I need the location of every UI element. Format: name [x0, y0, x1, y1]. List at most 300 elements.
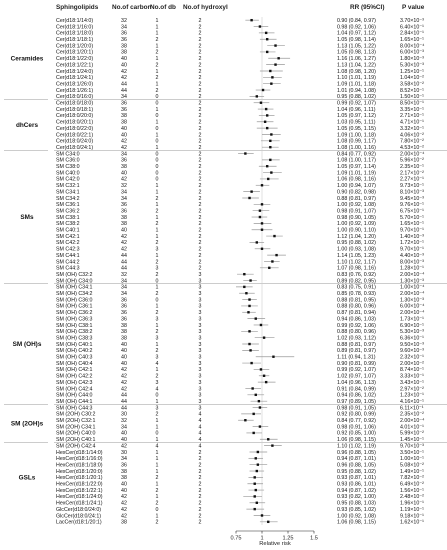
row-carbon: 40	[121, 487, 127, 494]
row-rr-text: 0.93 (0.82, 1.00)	[337, 494, 376, 501]
row-name: SM C36:0	[56, 157, 80, 164]
row-carbon: 40	[121, 227, 127, 234]
row-carbon: 38	[121, 335, 127, 342]
row-db: 1	[155, 119, 159, 126]
row-hydroxyl: 2	[198, 195, 202, 202]
point-estimate	[274, 63, 276, 65]
point-estimate	[261, 184, 263, 186]
row-db: 1	[155, 189, 159, 196]
row-hydroxyl: 2	[198, 468, 202, 475]
row-name: SM (OH) C40:1	[56, 341, 93, 348]
point-estimate	[267, 178, 269, 180]
row-p-value: 1.23×10⁻¹	[400, 392, 424, 399]
row-db: 2	[155, 519, 159, 526]
point-estimate	[247, 311, 249, 313]
point-estimate	[272, 356, 274, 358]
row-p-value: 9.50×10⁻³	[400, 341, 424, 348]
row-db: 1	[155, 202, 159, 209]
row-hydroxyl: 2	[198, 487, 202, 494]
row-carbon: 38	[121, 214, 127, 221]
row-hydroxyl: 2	[198, 449, 202, 456]
row-db: 3	[155, 405, 159, 412]
row-hydroxyl: 2	[198, 87, 202, 94]
row-db: 0	[155, 164, 159, 171]
row-rr-text: 0.90 (0.84, 0.97)	[337, 17, 376, 24]
row-db: 0	[155, 392, 159, 399]
row-hydroxyl: 2	[198, 56, 202, 63]
group-label: SMs	[20, 214, 34, 222]
row-db: 2	[155, 310, 159, 317]
row-db: 1	[155, 424, 159, 431]
row-rr-text: 1.11 (0.94, 1.31)	[337, 354, 376, 361]
row-hydroxyl: 4	[198, 418, 202, 425]
point-estimate	[263, 336, 265, 338]
row-carbon: 42	[121, 68, 127, 75]
row-p-value: 2.00×10⁻⁴	[400, 310, 425, 317]
row-name: HexCer(d18:1/24:0)	[56, 494, 103, 501]
point-estimate	[254, 483, 256, 485]
row-p-value: 9.70×10⁻³	[400, 443, 424, 450]
x-axis	[231, 531, 318, 547]
row-carbon: 36	[121, 106, 127, 113]
row-carbon: 42	[121, 367, 127, 374]
row-name: Cer(d18:1/26:0)	[56, 81, 94, 88]
row-rr-text: 1.13 (1.04, 1.22)	[337, 62, 376, 69]
row-name: SM (OH) C34:0	[56, 278, 93, 285]
row-db: 2	[155, 75, 159, 82]
row-p-value: 9.60×10⁻³	[400, 348, 424, 355]
row-carbon: 42	[121, 246, 127, 253]
row-db: 1	[155, 24, 159, 31]
row-hydroxyl: 2	[198, 259, 202, 266]
row-rr-text: 0.95 (0.88, 1.02)	[337, 94, 376, 101]
row-db: 1	[155, 144, 159, 151]
row-rr-text: 1.00 (0.92, 1.09)	[337, 221, 376, 228]
point-estimate	[277, 57, 279, 59]
row-carbon: 44	[121, 398, 127, 405]
row-hydroxyl: 2	[198, 183, 202, 190]
row-p-value: 9.70×10⁻¹	[400, 246, 424, 253]
row-carbon: 40	[121, 481, 127, 488]
point-estimate	[265, 381, 267, 383]
row-db: 0	[155, 297, 159, 304]
row-carbon: 36	[121, 100, 127, 107]
point-estimate	[269, 146, 271, 148]
row-rr-text: 1.00 (0.94, 1.07)	[337, 183, 376, 190]
row-db: 2	[155, 291, 159, 298]
row-p-value: 5.70×10⁻¹	[400, 214, 424, 221]
group-label: SM (2OH)s	[10, 420, 44, 428]
row-carbon: 40	[121, 348, 127, 355]
row-carbon: 38	[121, 221, 127, 228]
row-db: 2	[155, 271, 159, 278]
row-name: Cer(d18:1/20:0)	[56, 43, 94, 50]
row-name: SM (2OH) C30:2	[56, 411, 96, 418]
point-estimate	[244, 152, 246, 154]
row-name: Cer(d18:0/18:0)	[56, 100, 94, 107]
row-db: 0	[155, 157, 159, 164]
row-carbon: 42	[121, 506, 127, 513]
x-tick-label: 1.25	[282, 535, 294, 542]
row-p-value: 6.75×10⁻¹	[400, 208, 424, 215]
row-name: SM C40:1	[56, 227, 80, 234]
row-db: 0	[155, 278, 159, 285]
row-rr-text: 1.04 (0.96, 1.11)	[337, 106, 376, 113]
row-rr-text: 0.88 (0.81, 0.95)	[337, 297, 376, 304]
row-carbon: 42	[121, 500, 127, 507]
row-carbon: 36	[121, 310, 127, 317]
row-hydroxyl: 2	[198, 75, 202, 82]
row-db: 0	[155, 430, 159, 437]
row-rr-text: 0.98 (0.90, 1.05)	[337, 214, 376, 221]
row-carbon: 38	[121, 164, 127, 171]
row-db: 1	[155, 367, 159, 374]
point-estimate	[252, 432, 254, 434]
row-hydroxyl: 2	[198, 494, 202, 501]
row-carbon: 34	[121, 284, 127, 291]
row-p-value: 1.45×10⁻¹	[400, 437, 424, 444]
row-name: HexCer(d18:1/20:1)	[56, 475, 103, 482]
row-rr-text: 1.05 (0.95, 1.15)	[337, 125, 376, 132]
header-rr: RR (95%CI)	[350, 4, 385, 11]
row-hydroxyl: 3	[198, 398, 202, 405]
row-p-value: 1.40×10⁻³	[400, 233, 424, 240]
row-hydroxyl: 2	[198, 227, 202, 234]
point-estimate	[264, 121, 266, 123]
row-p-value: 6.40×10⁻¹	[400, 24, 424, 31]
point-estimate	[256, 470, 258, 472]
point-estimate	[255, 394, 257, 396]
row-name: HexCer(d18:1/22:1)	[56, 487, 103, 494]
point-estimate	[249, 349, 251, 351]
row-rr-text: 0.93 (0.86, 1.01)	[337, 481, 376, 488]
point-estimate	[260, 368, 262, 370]
row-p-value: 8.52×10⁻¹	[400, 87, 424, 94]
row-carbon: 38	[121, 329, 127, 336]
row-hydroxyl: 2	[198, 119, 202, 126]
row-p-value: 3.43×10⁻¹	[400, 379, 424, 386]
row-carbon: 44	[121, 392, 127, 399]
row-rr-text: 1.02 (0.93, 1.12)	[337, 335, 376, 342]
row-carbon: 42	[121, 373, 127, 380]
row-p-value: 8.10×10⁻³	[400, 189, 424, 196]
row-name: Cer(d18:1/18:0)	[56, 30, 94, 37]
point-estimate	[259, 425, 261, 427]
row-rr-text: 1.08 (1.00, 1.17)	[337, 157, 376, 164]
row-p-value: 4.40×10⁻³	[400, 252, 424, 259]
row-rr-text: 0.93 (0.85, 1.02)	[337, 506, 376, 513]
row-hydroxyl: 2	[198, 221, 202, 228]
header-carbon: No.of carbon	[112, 4, 152, 11]
row-hydroxyl: 4	[198, 443, 202, 450]
row-db: 1	[155, 481, 159, 488]
row-name: SM C44:2	[56, 259, 80, 266]
row-db: 2	[155, 221, 159, 228]
row-carbon: 36	[121, 462, 127, 469]
row-p-value: 5.08×10⁻²	[400, 462, 424, 469]
point-estimate	[266, 127, 268, 129]
row-name: SM (2OH) C40:1	[56, 437, 96, 444]
row-name: SM (2OH) C32:1	[56, 418, 96, 425]
row-name: Cer(d18:1/24:0)	[56, 68, 94, 75]
row-db: 3	[155, 354, 159, 361]
row-name: SM C36:2	[56, 208, 80, 215]
row-hydroxyl: 2	[198, 164, 202, 171]
row-p-value: 1.65×10⁻¹	[400, 221, 424, 228]
row-p-value: 4.16×10⁻¹	[400, 398, 424, 405]
row-p-value: 1.96×10⁻¹	[400, 500, 424, 507]
point-estimate	[267, 521, 269, 523]
row-hydroxyl: 3	[198, 367, 202, 374]
row-name: SM (OH) C44:3	[56, 405, 93, 412]
row-p-value: 5.30×10⁻³	[400, 62, 424, 69]
row-p-value: 1.19×10⁻¹	[400, 506, 424, 513]
row-hydroxyl: 3	[198, 310, 202, 317]
row-db: 0	[155, 138, 159, 145]
row-p-value: 9.73×10⁻¹	[400, 183, 424, 190]
row-p-value: 2.27×10⁻¹	[400, 176, 424, 183]
header-p-value: P value	[402, 4, 425, 11]
row-name: SM (OH) C36:1	[56, 303, 93, 310]
row-name: LacCer(d18:1/20:1)	[56, 519, 102, 526]
row-name: HexCer(d18:1/20:0)	[56, 468, 103, 475]
row-db: 1	[155, 30, 159, 37]
point-estimate	[265, 32, 267, 34]
point-estimate	[266, 165, 268, 167]
row-name: SM C42:0	[56, 176, 80, 183]
row-rr-text: 0.93 (0.87, 1.01)	[337, 475, 376, 482]
row-name: SM C44:1	[56, 252, 80, 259]
row-hydroxyl: 2	[198, 233, 202, 240]
row-db: 0	[155, 100, 159, 107]
row-db: 2	[155, 208, 159, 215]
row-db: 3	[155, 246, 159, 253]
row-rr-text: 1.06 (0.98, 1.15)	[337, 519, 376, 526]
row-carbon: 38	[121, 113, 127, 120]
point-estimate	[271, 76, 273, 78]
row-carbon: 38	[121, 468, 127, 475]
row-rr-text: 0.89 (0.81, 0.97)	[337, 348, 376, 355]
row-db: 2	[155, 348, 159, 355]
row-rr-text: 0.94 (0.86, 1.02)	[337, 392, 376, 399]
row-p-value: 2.97×10⁻²	[400, 386, 424, 393]
row-name: SM (OH) C36:2	[56, 310, 93, 317]
row-carbon: 40	[121, 430, 127, 437]
row-hydroxyl: 2	[198, 151, 202, 158]
row-db: 1	[155, 322, 159, 329]
row-db: 2	[155, 240, 159, 247]
row-carbon: 42	[121, 240, 127, 247]
point-estimate	[243, 273, 245, 275]
row-hydroxyl: 3	[198, 386, 202, 393]
point-estimate	[266, 51, 268, 53]
row-hydroxyl: 2	[198, 170, 202, 177]
row-carbon: 40	[121, 56, 127, 63]
row-p-value: 1.00×10⁻¹	[400, 456, 424, 463]
row-rr-text: 0.98 (0.91, 1.07)	[337, 208, 376, 215]
row-hydroxyl: 2	[198, 462, 202, 469]
row-hydroxyl: 2	[198, 94, 202, 101]
row-carbon: 42	[121, 513, 127, 520]
row-db: 2	[155, 49, 159, 56]
row-p-value: 8.74×10⁻¹	[400, 367, 424, 374]
row-db: 1	[155, 17, 159, 24]
row-carbon: 30	[121, 411, 127, 418]
row-db: 1	[155, 56, 159, 63]
point-estimate	[255, 457, 257, 459]
row-hydroxyl: 3	[198, 373, 202, 380]
row-p-value: 1.72×10⁻¹	[400, 240, 424, 247]
point-estimate	[261, 248, 263, 250]
row-carbon: 38	[121, 49, 127, 56]
row-rr-text: 1.04 (0.96, 1.13)	[337, 379, 376, 386]
row-rr-text: 1.10 (1.02, 1.17)	[337, 259, 376, 266]
row-db: 3	[155, 379, 159, 386]
row-carbon: 32	[121, 183, 127, 190]
row-name: SM C34:0	[56, 151, 80, 158]
point-estimate	[259, 25, 261, 27]
row-db: 1	[155, 227, 159, 234]
row-p-value: 1.25×10⁻¹	[400, 68, 424, 75]
row-rr-text: 0.95 (0.88, 1.02)	[337, 468, 376, 475]
row-carbon: 36	[121, 297, 127, 304]
plot-area	[236, 17, 294, 525]
row-name: Cer(d18:1/22:0)	[56, 56, 94, 63]
point-estimate	[244, 419, 246, 421]
row-hydroxyl: 2	[198, 125, 202, 132]
point-estimate	[250, 190, 252, 192]
point-estimate	[266, 114, 268, 116]
point-estimate	[251, 387, 253, 389]
row-name: SM (OH) C42:3	[56, 379, 93, 386]
row-rr-text: 0.98 (0.91, 1.06)	[337, 424, 376, 431]
row-name: SM (OH) C34:2	[56, 291, 93, 298]
row-rr-text: 1.14 (1.05, 1.23)	[337, 252, 376, 259]
data-table	[56, 18, 425, 526]
row-name: SM (OH) C42:1	[56, 367, 93, 374]
point-estimate	[259, 406, 261, 408]
row-db: 1	[155, 233, 159, 240]
row-rr-text: 0.98 (0.91, 1.05)	[337, 405, 376, 412]
row-db: 1	[155, 81, 159, 88]
row-db: 2	[155, 411, 159, 418]
row-rr-text: 0.88 (0.80, 0.96)	[337, 303, 376, 310]
row-hydroxyl: 2	[198, 138, 202, 145]
point-estimate	[265, 108, 267, 110]
row-carbon: 36	[121, 157, 127, 164]
row-db: 2	[155, 500, 159, 507]
row-p-value: 8.00×10⁻³	[400, 259, 424, 266]
row-hydroxyl: 2	[198, 24, 202, 31]
row-carbon: 40	[121, 170, 127, 177]
row-p-value: 5.30×10⁻³	[400, 329, 424, 336]
row-hydroxyl: 2	[198, 43, 202, 50]
row-p-value: 1.28×10⁻¹	[400, 265, 424, 272]
row-db: 1	[155, 132, 159, 139]
row-db: 0	[155, 176, 159, 183]
row-hydroxyl: 2	[198, 189, 202, 196]
point-estimate	[250, 19, 252, 21]
point-estimate	[262, 89, 264, 91]
point-estimate	[259, 209, 261, 211]
row-hydroxyl: 3	[198, 335, 202, 342]
row-db: 1	[155, 468, 159, 475]
x-tick-label: 1.5	[310, 535, 318, 542]
row-rr-text: 0.88 (0.81, 0.97)	[337, 341, 376, 348]
row-p-value: 1.80×10⁻³	[400, 56, 424, 63]
row-rr-text: 0.99 (0.92, 1.07)	[337, 100, 376, 107]
point-estimate	[260, 324, 262, 326]
row-rr-text: 0.99 (0.92, 1.06)	[337, 322, 376, 329]
row-rr-text: 0.96 (0.88, 1.05)	[337, 449, 376, 456]
row-db: 0	[155, 151, 159, 158]
row-carbon: 38	[121, 322, 127, 329]
row-name: SM (OH) C38:1	[56, 322, 93, 329]
row-rr-text: 0.94 (0.87, 1.02)	[337, 487, 376, 494]
point-estimate	[269, 159, 271, 161]
row-rr-text: 1.02 (0.97, 1.07)	[337, 373, 376, 380]
row-db: 1	[155, 513, 159, 520]
row-hydroxyl: 2	[198, 30, 202, 37]
row-p-value: 1.49×10⁻¹	[400, 468, 424, 475]
row-name: SM (2OH) C42:4	[56, 443, 96, 450]
row-carbon: 30	[121, 449, 127, 456]
row-db: 1	[155, 437, 159, 444]
row-p-value: 3.58×10⁻²	[400, 81, 424, 88]
row-p-value: 2.35×10⁻²	[400, 411, 424, 418]
row-name: SM C40:0	[56, 170, 80, 177]
row-db: 1	[155, 398, 159, 405]
row-carbon: 38	[121, 475, 127, 482]
row-hydroxyl: 3	[198, 329, 202, 336]
row-name: Cer(d18:0/24:0)	[56, 138, 94, 145]
row-hydroxyl: 3	[198, 297, 202, 304]
row-p-value: 2.84×10⁻¹	[400, 30, 424, 37]
row-rr-text: 1.09 (1.01, 1.18)	[337, 81, 376, 88]
row-p-value: 2.00×10⁻⁴	[400, 151, 425, 158]
row-p-value: 1.30×10⁻³	[400, 278, 424, 285]
row-carbon: 38	[121, 519, 127, 526]
row-rr-text: 0.84 (0.77, 0.92)	[337, 418, 376, 425]
row-hydroxyl: 2	[198, 106, 202, 113]
row-name: HexCer(d18:1/22:0)	[56, 481, 103, 488]
row-carbon: 34	[121, 278, 127, 285]
row-name: SM C38:2	[56, 221, 80, 228]
point-estimate	[261, 514, 263, 516]
header-hydroxyl: No.of hydroxyl	[183, 4, 228, 11]
row-db: 1	[155, 68, 159, 75]
point-estimate	[259, 216, 261, 218]
row-p-value: 5.99×10⁻²	[400, 430, 424, 437]
group-label: SM (OH)s	[12, 341, 42, 349]
row-db: 1	[155, 284, 159, 291]
row-rr-text: 1.00 (0.93, 1.08)	[337, 246, 376, 253]
row-db: 2	[155, 87, 159, 94]
group-label: Ceramides	[10, 55, 44, 63]
row-carbon: 40	[121, 132, 127, 139]
row-rr-text: 1.03 (0.95, 1.11)	[337, 119, 376, 126]
row-name: SM C36:1	[56, 202, 80, 209]
row-rr-text: 1.09 (1.00, 1.18)	[337, 132, 376, 139]
row-name: SM (OH) C40:2	[56, 348, 93, 355]
point-estimate	[261, 203, 263, 205]
point-estimate	[245, 292, 247, 294]
row-hydroxyl: 2	[198, 81, 202, 88]
point-estimate	[266, 38, 268, 40]
row-carbon: 36	[121, 208, 127, 215]
row-hydroxyl: 2	[198, 513, 202, 520]
row-carbon: 40	[121, 62, 127, 69]
